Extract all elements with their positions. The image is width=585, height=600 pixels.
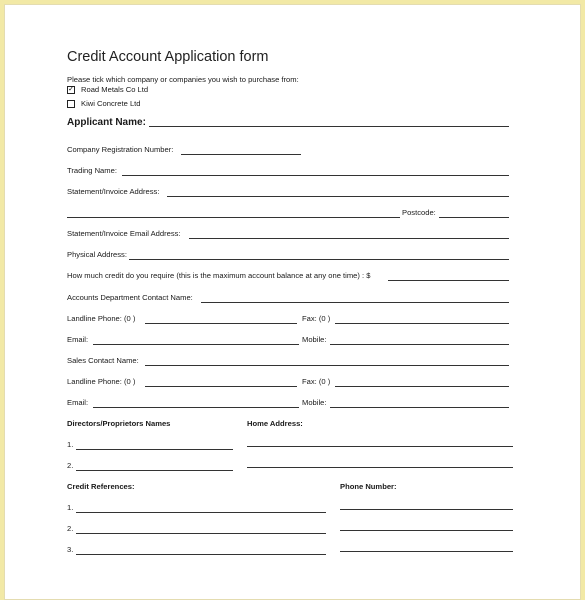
reference-phone-field-3[interactable] <box>340 551 513 552</box>
checkbox-road-metals[interactable] <box>67 86 75 94</box>
company-reg-field[interactable] <box>181 154 301 155</box>
postcode-field[interactable] <box>439 217 509 218</box>
company-label-road-metals: Road Metals Co Ltd <box>81 85 149 94</box>
fax-label: Fax: (0 ) <box>302 314 331 323</box>
sales-contact-label: Sales Contact Name: <box>67 356 139 365</box>
applicant-name-field[interactable] <box>149 126 509 127</box>
director-row-2-number: 2. <box>67 461 74 470</box>
sales-contact-field[interactable] <box>145 365 509 366</box>
fax-field[interactable] <box>335 323 509 324</box>
statement-email-label: Statement/Invoice Email Address: <box>67 229 181 238</box>
email-2-label: Email: <box>67 398 89 407</box>
reference-row-3-number: 3. <box>67 545 74 554</box>
email-2-field[interactable] <box>93 407 299 408</box>
email-field[interactable] <box>93 344 299 345</box>
accounts-contact-field[interactable] <box>201 302 509 303</box>
trading-name-label: Trading Name: <box>67 166 117 175</box>
credit-required-field[interactable] <box>388 280 509 281</box>
landline-phone-2-field[interactable] <box>145 386 297 387</box>
check-mark-icon: ✓ <box>68 86 74 93</box>
fax-2-field[interactable] <box>335 386 509 387</box>
page-title: Credit Account Application form <box>67 49 269 65</box>
reference-name-field-3[interactable] <box>76 554 326 555</box>
accounts-contact-label: Accounts Department Contact Name: <box>67 293 193 302</box>
mobile-field[interactable] <box>330 344 509 345</box>
director-name-field-1[interactable] <box>76 449 233 450</box>
physical-address-label: Physical Address: <box>67 250 127 259</box>
trading-name-field[interactable] <box>122 175 509 176</box>
checkbox-kiwi-concrete[interactable] <box>67 100 75 108</box>
landline-phone-2-label: Landline Phone: (0 ) <box>67 377 136 386</box>
company-reg-label: Company Registration Number: <box>67 145 174 154</box>
reference-phone-field-1[interactable] <box>340 509 513 510</box>
company-instruction: Please tick which company or companies you wish to purchase from: <box>67 75 299 84</box>
email-label: Email: <box>67 335 89 344</box>
form-page <box>4 4 581 600</box>
postcode-label: Postcode: <box>402 208 436 217</box>
director-address-field-2[interactable] <box>247 467 513 468</box>
landline-phone-label: Landline Phone: (0 ) <box>67 314 136 323</box>
mobile-2-label: Mobile: <box>302 398 327 407</box>
applicant-name-label: Applicant Name: <box>67 117 146 128</box>
credit-references-header: Credit References: <box>67 482 135 491</box>
reference-row-1-number: 1. <box>67 503 74 512</box>
fax-2-label: Fax: (0 ) <box>302 377 331 386</box>
directors-header: Directors/Proprietors Names <box>67 419 171 428</box>
statement-email-field[interactable] <box>189 238 509 239</box>
mobile-label: Mobile: <box>302 335 327 344</box>
reference-row-2-number: 2. <box>67 524 74 533</box>
director-name-field-2[interactable] <box>76 470 233 471</box>
physical-address-field[interactable] <box>129 259 509 260</box>
director-row-1-number: 1. <box>67 440 74 449</box>
statement-address-field-2[interactable] <box>67 217 400 218</box>
home-address-header: Home Address: <box>247 419 303 428</box>
credit-required-label: How much credit do you require (this is the maximum account balance at any one time) : $ <box>67 271 371 280</box>
statement-address-label: Statement/Invoice Address: <box>67 187 160 196</box>
mobile-2-field[interactable] <box>330 407 509 408</box>
phone-number-header: Phone Number: <box>340 482 397 491</box>
landline-phone-field[interactable] <box>145 323 297 324</box>
director-address-field-1[interactable] <box>247 446 513 447</box>
company-label-kiwi-concrete: Kiwi Concrete Ltd <box>81 99 141 108</box>
reference-phone-field-2[interactable] <box>340 530 513 531</box>
statement-address-field[interactable] <box>167 196 509 197</box>
reference-name-field-2[interactable] <box>76 533 326 534</box>
reference-name-field-1[interactable] <box>76 512 326 513</box>
